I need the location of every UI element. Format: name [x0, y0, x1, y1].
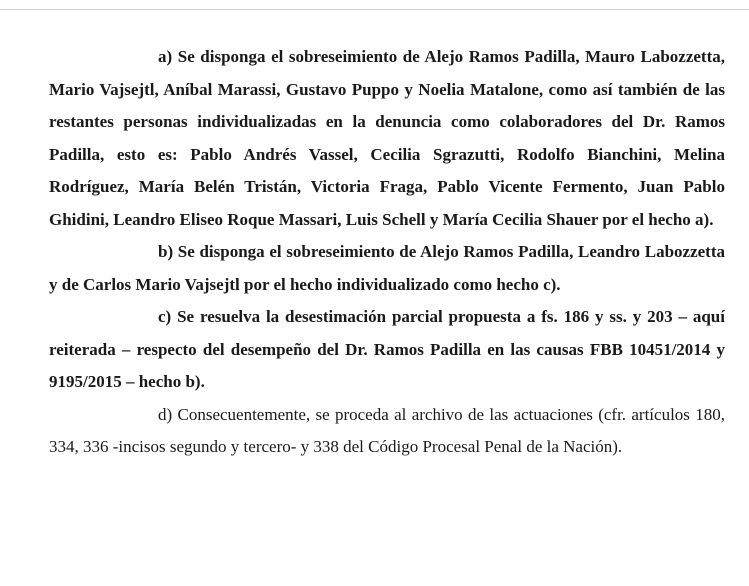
paragraph-a: a) Se disponga el sobreseimiento de Alejo Ramos Padilla, Mauro Labozzetta, Mario Vajsejtl, Aníbal Marassi, Gustavo Puppo y Noelia Matalone, como así también de las restantes personas individualizadas en la denuncia como colaboradores del Dr. Ramos Padilla, esto es: Pablo Andrés Vassel, Cecilia Sgrazutti, Rodolfo Bianchini, Melina Rodríguez, María Belén Tristán, Victoria Fraga, Pablo Vicente Fermento, Juan Pablo Ghidini, Leandro Eliseo Roque Massari, Luis Schell y María Cecilia Shauer por el hecho a).: [49, 47, 725, 229]
top-border-line: [0, 9, 749, 10]
paragraph-b: b) Se disponga el sobreseimiento de Alejo Ramos Padilla, Leandro Labozzetta y de Carlos Mario Vajsejtl por el hecho individualizado como hecho c).: [49, 242, 725, 294]
paragraph-c: c) Se resuelva la desestimación parcial propuesta a fs. 186 y ss. y 203 – aquí reiterada – respecto del desempeño del Dr. Ramos Padilla en las causas FBB 10451/2014 y 9195/2015 – hecho b).: [49, 307, 725, 391]
paragraph-d: d) Consecuentemente, se proceda al archivo de las actuaciones (cfr. artículos 180, 334, 336 -incisos segundo y tercero- y 338 del Código Procesal Penal de la Nación).: [49, 404, 725, 456]
document-body: [49, 41, 725, 464]
